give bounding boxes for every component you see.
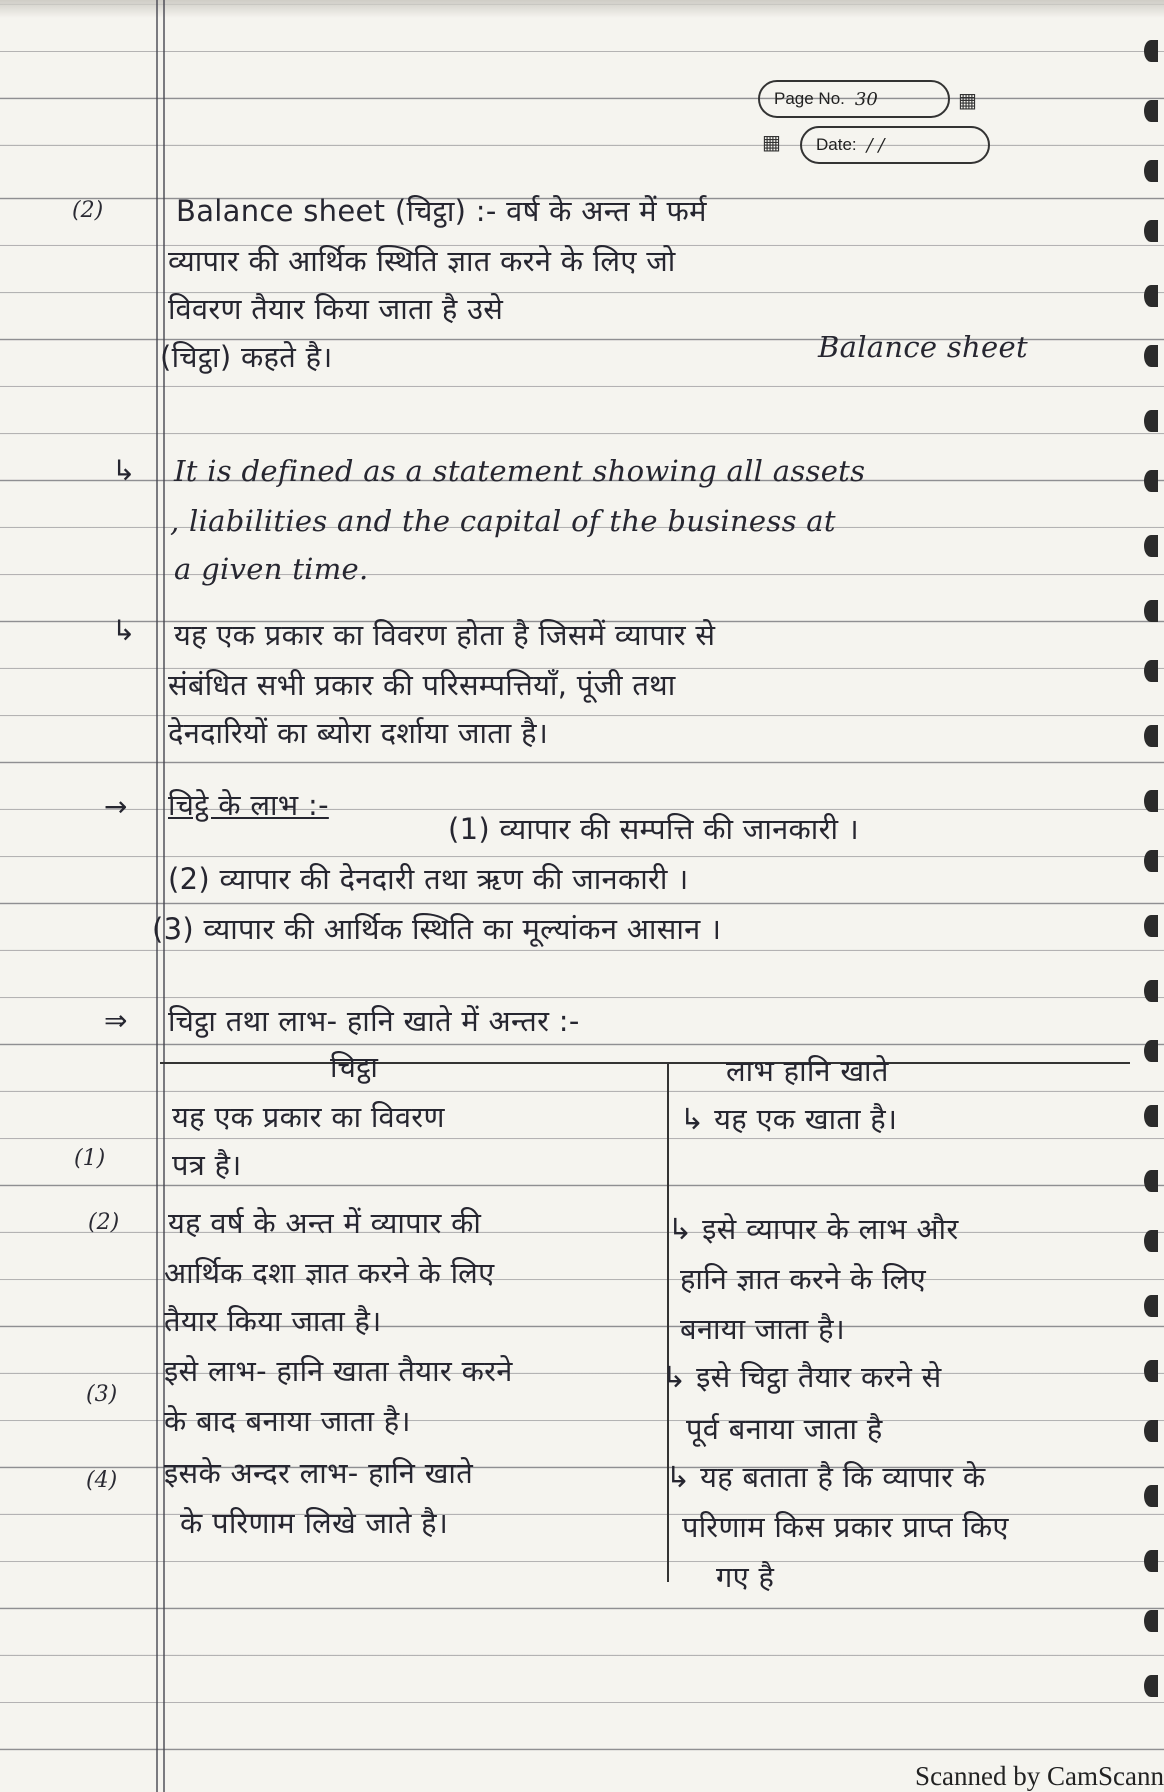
punch-hole	[1144, 1485, 1158, 1507]
decorative-grid-icon: ▦	[958, 88, 975, 112]
table-cell-left: आर्थिक दशा ज्ञात करने के लिए	[164, 1256, 495, 1290]
section-line: Balance sheet	[818, 330, 1028, 364]
page-number-field	[758, 80, 950, 118]
section-line: Balance sheet (चिट्ठा) :- वर्ष के अन्त में फर्म	[176, 194, 707, 228]
double-arrow-icon: ⇒	[104, 1004, 128, 1037]
definition-en-line: , liabilities and the capital of the business at	[170, 504, 836, 538]
table-cell-left: पत्र है।	[172, 1148, 242, 1182]
punch-hole	[1144, 915, 1158, 937]
punch-hole	[1144, 790, 1158, 812]
table-col-right-header: लाभ हानि खाते	[726, 1054, 889, 1088]
punch-hole	[1144, 220, 1158, 242]
page-number-label: Page No.	[774, 89, 845, 108]
table-cell-left: के परिणाम लिखे जाते है।	[180, 1506, 449, 1540]
date-field	[800, 126, 990, 164]
table-column-divider	[667, 1062, 669, 1582]
table-cell-left: इसके अन्दर लाभ- हानि खाते	[164, 1456, 474, 1490]
punch-hole	[1144, 535, 1158, 557]
decorative-grid-icon: ▦	[762, 130, 779, 154]
table-row-number: (1)	[74, 1146, 106, 1171]
benefit-item: (1) व्यापार की सम्पत्ति की जानकारी ।	[448, 812, 860, 846]
page-number-value: 30	[854, 88, 878, 110]
table-cell-right: ↳ इसे चिट्ठा तैयार करने से	[662, 1360, 942, 1394]
punch-hole	[1144, 1295, 1158, 1317]
table-cell-left: तैयार किया जाता है।	[164, 1304, 382, 1338]
arrow-icon: ↳	[112, 454, 136, 487]
table-cell-right: ↳ यह एक खाता है।	[680, 1102, 898, 1136]
table-cell-right: पूर्व बनाया जाता है	[686, 1412, 883, 1446]
arrow-right-icon: →	[104, 790, 128, 823]
table-header-rule	[160, 1062, 1130, 1064]
definition-en-line: a given time.	[174, 552, 369, 586]
table-cell-right: ↳ यह बताता है कि व्यापार के	[666, 1460, 986, 1494]
punch-hole	[1144, 285, 1158, 307]
definition-hi-line: संबंधित सभी प्रकार की परिसम्पत्तियाँ, पूंजी तथा	[168, 668, 676, 702]
definition-en-line: It is defined as a statement showing all assets	[174, 454, 866, 488]
punch-hole	[1144, 660, 1158, 682]
section-number: (2)	[72, 198, 104, 223]
punch-hole	[1144, 1675, 1158, 1697]
date-label: Date:	[816, 135, 857, 154]
benefit-item: (2) व्यापार की देनदारी तथा ऋण की जानकारी ।	[168, 862, 689, 896]
section-line: (चिट्ठा) कहते है।	[160, 340, 333, 374]
table-cell-left: के बाद बनाया जाता है।	[164, 1404, 411, 1438]
section-line: व्यापार की आर्थिक स्थिति ज्ञात करने के लिए जो	[168, 244, 676, 278]
punch-hole	[1144, 1550, 1158, 1572]
definition-hi-line: देनदारियों का ब्योरा दर्शाया जाता है।	[168, 716, 549, 750]
table-row-number: (2)	[88, 1210, 120, 1235]
punch-hole	[1144, 470, 1158, 492]
punch-hole	[1144, 160, 1158, 182]
page-top-edge	[0, 0, 1164, 18]
margin-line	[156, 0, 158, 1792]
punch-hole	[1144, 1170, 1158, 1192]
section-line: विवरण तैयार किया जाता है उसे	[168, 292, 504, 326]
punch-hole	[1144, 1105, 1158, 1127]
margin-line	[163, 0, 165, 1792]
table-cell-right: बनाया जाता है।	[680, 1312, 846, 1346]
difference-heading: चिट्ठा तथा लाभ- हानि खाते में अन्तर :-	[168, 1004, 580, 1038]
table-row-number: (3)	[86, 1382, 118, 1407]
punch-hole	[1144, 1420, 1158, 1442]
benefit-item: (3) व्यापार की आर्थिक स्थिति का मूल्यांकन आसान ।	[152, 912, 722, 946]
punch-hole	[1144, 1230, 1158, 1252]
punch-hole	[1144, 100, 1158, 122]
punch-hole	[1144, 1360, 1158, 1382]
benefits-heading: चिट्ठे के लाभ :-	[168, 788, 329, 822]
table-cell-right: ↳ इसे व्यापार के लाभ और	[668, 1212, 959, 1246]
date-value: / /	[866, 134, 885, 156]
definition-hi-line: यह एक प्रकार का विवरण होता है जिसमें व्यापार से	[174, 618, 716, 652]
punch-hole	[1144, 980, 1158, 1002]
punch-hole	[1144, 1610, 1158, 1632]
table-cell-right: परिणाम किस प्रकार प्राप्त किए	[682, 1510, 1009, 1544]
scanner-watermark: Scanned by CamScann	[915, 1761, 1164, 1791]
table-cell-left: इसे लाभ- हानि खाता तैयार करने	[164, 1354, 513, 1388]
table-cell-left: यह वर्ष के अन्त में व्यापार की	[168, 1206, 482, 1240]
table-cell-right: गए है	[716, 1560, 775, 1594]
table-col-left-header: चिट्ठा	[330, 1050, 379, 1084]
table-cell-left: यह एक प्रकार का विवरण	[172, 1100, 445, 1134]
arrow-icon: ↳	[112, 614, 136, 647]
punch-hole	[1144, 410, 1158, 432]
table-row-number: (4)	[86, 1468, 118, 1493]
punch-hole	[1144, 40, 1158, 62]
punch-hole	[1144, 725, 1158, 747]
punch-hole	[1144, 850, 1158, 872]
punch-hole	[1144, 345, 1158, 367]
punch-hole	[1144, 1040, 1158, 1062]
punch-hole	[1144, 600, 1158, 622]
table-cell-right: हानि ज्ञात करने के लिए	[680, 1262, 926, 1296]
